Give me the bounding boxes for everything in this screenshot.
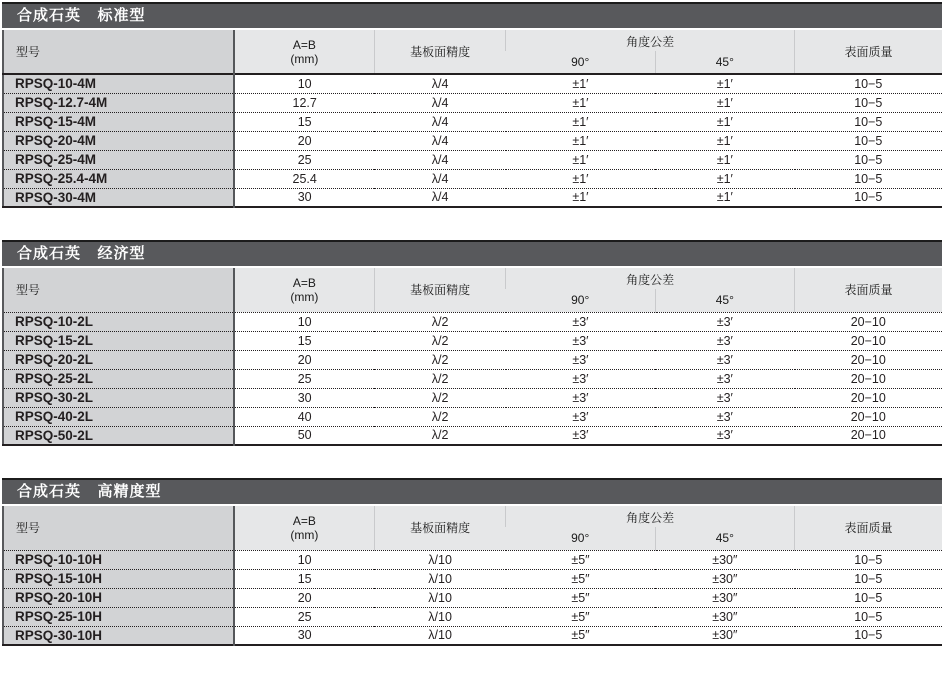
header-model: 型号 xyxy=(3,268,234,312)
cell-flatness: λ/2 xyxy=(374,407,505,426)
header-angle-45: 45° xyxy=(655,289,794,312)
cell-flatness: λ/2 xyxy=(374,426,505,445)
table-title-bar xyxy=(2,2,942,30)
cell-angle-90: ±1′ xyxy=(506,150,655,169)
table-row xyxy=(3,150,942,169)
cell-surface: 10−5 xyxy=(795,131,942,150)
header-angle-90: 90° xyxy=(506,527,655,550)
table-row xyxy=(3,407,942,426)
table-row xyxy=(3,112,942,131)
spec-table-1 xyxy=(2,2,942,208)
cell-flatness: λ/10 xyxy=(374,626,505,645)
table-row xyxy=(3,550,942,569)
cell-angle-90: ±5″ xyxy=(506,588,655,607)
cell-size: 30 xyxy=(234,388,374,407)
cell-angle-90: ±3′ xyxy=(506,388,655,407)
table-category-label: 合成石英 xyxy=(17,245,82,262)
cell-angle-45: ±3′ xyxy=(655,407,794,426)
header-size-top: A=B xyxy=(292,513,316,528)
cell-size: 15 xyxy=(234,569,374,588)
cell-angle-90: ±3′ xyxy=(506,426,655,445)
table-title-bar xyxy=(2,240,942,268)
cell-surface: 20−10 xyxy=(795,312,942,331)
header-flatness: 基板面精度 xyxy=(374,268,505,312)
cell-flatness: λ/4 xyxy=(374,150,505,169)
cell-angle-90: ±1′ xyxy=(506,169,655,188)
table-grade-label: 经济型 xyxy=(97,245,146,262)
header-size xyxy=(234,268,374,312)
cell-model: RPSQ-25-10H xyxy=(3,607,234,626)
cell-angle-45: ±30″ xyxy=(655,588,794,607)
header-size-top: A=B xyxy=(292,37,316,52)
cell-surface: 10−5 xyxy=(795,188,942,207)
header-row-main xyxy=(3,30,942,51)
cell-surface: 10−5 xyxy=(795,607,942,626)
cell-size: 40 xyxy=(234,407,374,426)
table-row xyxy=(3,388,942,407)
cell-model: RPSQ-25-2L xyxy=(3,369,234,388)
spec-tables-container xyxy=(2,2,942,646)
header-size xyxy=(234,30,374,74)
cell-surface: 20−10 xyxy=(795,388,942,407)
cell-size: 30 xyxy=(234,188,374,207)
header-angle-tolerance-group: 角度公差 xyxy=(506,268,795,289)
spec-data-table xyxy=(2,30,942,208)
cell-angle-45: ±3′ xyxy=(655,369,794,388)
spec-data-table xyxy=(2,268,942,446)
cell-angle-45: ±3′ xyxy=(655,426,794,445)
cell-angle-45: ±1′ xyxy=(655,93,794,112)
header-row-main xyxy=(3,506,942,527)
cell-angle-45: ±30″ xyxy=(655,550,794,569)
header-flatness: 基板面精度 xyxy=(374,30,505,74)
table-row xyxy=(3,169,942,188)
cell-size: 50 xyxy=(234,426,374,445)
cell-angle-45: ±3′ xyxy=(655,312,794,331)
cell-size: 20 xyxy=(234,131,374,150)
cell-model: RPSQ-30-10H xyxy=(3,626,234,645)
cell-model: RPSQ-15-4M xyxy=(3,112,234,131)
cell-angle-90: ±3′ xyxy=(506,312,655,331)
cell-angle-45: ±1′ xyxy=(655,112,794,131)
cell-surface: 10−5 xyxy=(795,112,942,131)
table-row xyxy=(3,426,942,445)
cell-flatness: λ/2 xyxy=(374,331,505,350)
table-grade-label: 标准型 xyxy=(97,7,146,24)
table-row xyxy=(3,74,942,93)
cell-flatness: λ/2 xyxy=(374,350,505,369)
table-row xyxy=(3,331,942,350)
cell-angle-45: ±1′ xyxy=(655,74,794,93)
cell-flatness: λ/4 xyxy=(374,131,505,150)
cell-angle-90: ±3′ xyxy=(506,407,655,426)
header-size-unit: (mm) xyxy=(290,289,319,304)
cell-angle-45: ±3′ xyxy=(655,388,794,407)
cell-surface: 10−5 xyxy=(795,588,942,607)
header-angle-90: 90° xyxy=(506,51,655,74)
cell-angle-45: ±1′ xyxy=(655,150,794,169)
cell-size: 10 xyxy=(234,312,374,331)
cell-angle-90: ±5″ xyxy=(506,607,655,626)
table-row xyxy=(3,188,942,207)
header-angle-45: 45° xyxy=(655,51,794,74)
cell-model: RPSQ-25.4-4M xyxy=(3,169,234,188)
cell-surface: 10−5 xyxy=(795,626,942,645)
cell-size: 25.4 xyxy=(234,169,374,188)
cell-size: 20 xyxy=(234,588,374,607)
cell-angle-90: ±1′ xyxy=(506,112,655,131)
cell-surface: 10−5 xyxy=(795,150,942,169)
cell-angle-90: ±5″ xyxy=(506,550,655,569)
cell-size: 15 xyxy=(234,331,374,350)
cell-surface: 20−10 xyxy=(795,331,942,350)
cell-surface: 20−10 xyxy=(795,369,942,388)
cell-size: 25 xyxy=(234,150,374,169)
table-category-label: 合成石英 xyxy=(17,483,82,500)
cell-model: RPSQ-25-4M xyxy=(3,150,234,169)
header-model: 型号 xyxy=(3,30,234,74)
cell-model: RPSQ-15-10H xyxy=(3,569,234,588)
header-model: 型号 xyxy=(3,506,234,550)
cell-size: 10 xyxy=(234,550,374,569)
cell-model: RPSQ-10-4M xyxy=(3,74,234,93)
table-body xyxy=(3,550,942,645)
cell-flatness: λ/4 xyxy=(374,74,505,93)
header-size-top: A=B xyxy=(292,275,316,290)
cell-angle-45: ±1′ xyxy=(655,188,794,207)
cell-flatness: λ/2 xyxy=(374,388,505,407)
cell-surface: 10−5 xyxy=(795,569,942,588)
cell-flatness: λ/2 xyxy=(374,312,505,331)
cell-model: RPSQ-20-4M xyxy=(3,131,234,150)
cell-angle-90: ±3′ xyxy=(506,369,655,388)
table-body xyxy=(3,74,942,207)
cell-size: 15 xyxy=(234,112,374,131)
table-category-label: 合成石英 xyxy=(17,7,82,24)
cell-model: RPSQ-10-10H xyxy=(3,550,234,569)
cell-angle-45: ±30″ xyxy=(655,626,794,645)
cell-angle-45: ±1′ xyxy=(655,169,794,188)
cell-flatness: λ/10 xyxy=(374,550,505,569)
header-surface-quality: 表面质量 xyxy=(795,30,942,74)
cell-surface: 10−5 xyxy=(795,550,942,569)
cell-size: 12.7 xyxy=(234,93,374,112)
cell-model: RPSQ-30-4M xyxy=(3,188,234,207)
table-row xyxy=(3,607,942,626)
cell-flatness: λ/4 xyxy=(374,169,505,188)
cell-angle-90: ±3′ xyxy=(506,331,655,350)
table-row xyxy=(3,626,942,645)
cell-surface: 10−5 xyxy=(795,169,942,188)
cell-model: RPSQ-15-2L xyxy=(3,331,234,350)
cell-flatness: λ/10 xyxy=(374,569,505,588)
cell-surface: 20−10 xyxy=(795,350,942,369)
cell-size: 10 xyxy=(234,74,374,93)
cell-angle-90: ±1′ xyxy=(506,131,655,150)
header-angle-tolerance-group: 角度公差 xyxy=(506,30,795,51)
cell-model: RPSQ-20-2L xyxy=(3,350,234,369)
table-row xyxy=(3,312,942,331)
table-title-bar xyxy=(2,478,942,506)
spec-table-2 xyxy=(2,240,942,446)
cell-size: 20 xyxy=(234,350,374,369)
cell-flatness: λ/4 xyxy=(374,188,505,207)
table-body xyxy=(3,312,942,445)
header-angle-45: 45° xyxy=(655,527,794,550)
table-header xyxy=(3,30,942,74)
header-size-unit: (mm) xyxy=(290,527,319,542)
table-grade-label: 高精度型 xyxy=(97,483,162,500)
cell-surface: 10−5 xyxy=(795,74,942,93)
table-header xyxy=(3,268,942,312)
header-size xyxy=(234,506,374,550)
cell-angle-45: ±1′ xyxy=(655,131,794,150)
cell-angle-45: ±30″ xyxy=(655,569,794,588)
cell-model: RPSQ-12.7-4M xyxy=(3,93,234,112)
cell-angle-90: ±5″ xyxy=(506,569,655,588)
header-row-main xyxy=(3,268,942,289)
header-angle-tolerance-group: 角度公差 xyxy=(506,506,795,527)
cell-flatness: λ/4 xyxy=(374,112,505,131)
cell-angle-45: ±3′ xyxy=(655,331,794,350)
cell-surface: 10−5 xyxy=(795,93,942,112)
cell-model: RPSQ-50-2L xyxy=(3,426,234,445)
header-size-unit: (mm) xyxy=(290,51,319,66)
cell-surface: 20−10 xyxy=(795,407,942,426)
cell-size: 25 xyxy=(234,369,374,388)
table-row xyxy=(3,569,942,588)
cell-model: RPSQ-40-2L xyxy=(3,407,234,426)
cell-flatness: λ/10 xyxy=(374,607,505,626)
cell-angle-90: ±1′ xyxy=(506,93,655,112)
spec-table-3 xyxy=(2,478,942,646)
table-row xyxy=(3,131,942,150)
table-row xyxy=(3,350,942,369)
cell-flatness: λ/4 xyxy=(374,93,505,112)
header-surface-quality: 表面质量 xyxy=(795,268,942,312)
header-angle-90: 90° xyxy=(506,289,655,312)
table-row xyxy=(3,369,942,388)
cell-angle-45: ±30″ xyxy=(655,607,794,626)
cell-flatness: λ/10 xyxy=(374,588,505,607)
table-row xyxy=(3,93,942,112)
cell-flatness: λ/2 xyxy=(374,369,505,388)
cell-size: 30 xyxy=(234,626,374,645)
cell-surface: 20−10 xyxy=(795,426,942,445)
cell-model: RPSQ-20-10H xyxy=(3,588,234,607)
cell-angle-90: ±1′ xyxy=(506,74,655,93)
header-flatness: 基板面精度 xyxy=(374,506,505,550)
spec-data-table xyxy=(2,506,942,646)
cell-model: RPSQ-10-2L xyxy=(3,312,234,331)
cell-angle-90: ±5″ xyxy=(506,626,655,645)
cell-angle-45: ±3′ xyxy=(655,350,794,369)
cell-angle-90: ±1′ xyxy=(506,188,655,207)
table-header xyxy=(3,506,942,550)
table-row xyxy=(3,588,942,607)
cell-model: RPSQ-30-2L xyxy=(3,388,234,407)
cell-angle-90: ±3′ xyxy=(506,350,655,369)
cell-size: 25 xyxy=(234,607,374,626)
header-surface-quality: 表面质量 xyxy=(795,506,942,550)
